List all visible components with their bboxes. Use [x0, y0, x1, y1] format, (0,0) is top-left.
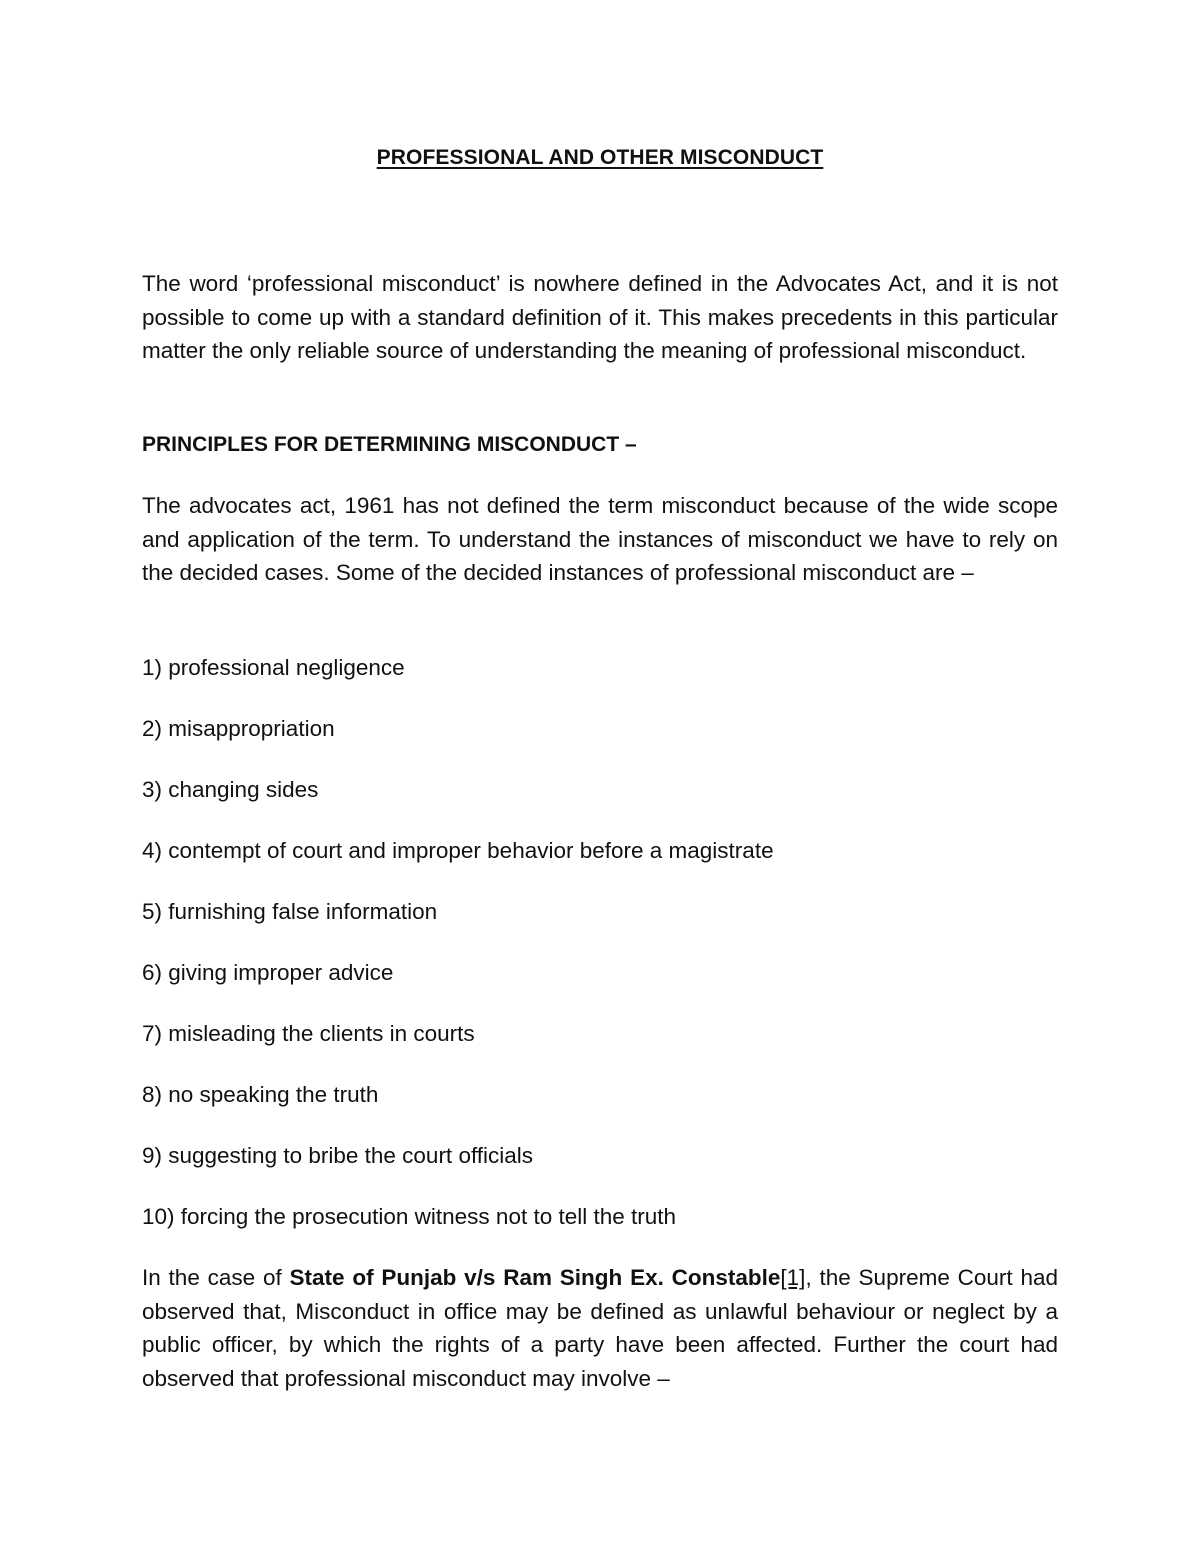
instance-item: 6) giving improper advice [142, 960, 394, 985]
instance-item: 2) misappropriation [142, 716, 335, 741]
principles-paragraph: The advocates act, 1961 has not defined the term misconduct because of the wide scope and application of the term. To understand the instances of misconduct we have to rely on the decided cases. Some of the decided instances of professional misconduct are – [142, 493, 1058, 585]
instance-item: 4) contempt of court and improper behavior before a magistrate [142, 838, 774, 863]
case-text: , the Supreme Court had observed that, Misconduct in office may be defined as unlawful behaviour or neglect by a public officer, by which the rights of a party have been affected. Further the court had observed that professional misconduct may involve – [142, 1265, 1058, 1391]
case-name: State of Punjab v/s Ram Singh Ex. Constable [289, 1265, 781, 1290]
instance-item: 1) professional negligence [142, 655, 405, 680]
instance-item: 10) forcing the prosecution witness not to tell the truth [142, 1204, 677, 1229]
instance-item: 5) furnishing false information [142, 899, 438, 924]
footnote-link[interactable]: [1] [780, 1265, 806, 1290]
instance-item: 9) suggesting to bribe the court officials [142, 1143, 534, 1168]
case-prefix: In the case of [142, 1265, 290, 1290]
case-paragraph [142, 1261, 1058, 1395]
principles-heading: PRINCIPLES FOR DETERMINING MISCONDUCT – [142, 433, 637, 456]
instance-item: 8) no speaking the truth [142, 1082, 379, 1107]
instance-item: 3) changing sides [142, 777, 319, 802]
intro-paragraph: The word ‘professional misconduct’ is nowhere defined in the Advocates Act, and it is not possible to come up with a standard definition of it. This makes precedents in this particular matter the only reliable source of understanding the meaning of professional misconduct. [142, 271, 1058, 363]
document-title: PROFESSIONAL AND OTHER MISCONDUCT [376, 146, 824, 169]
instance-item: 7) misleading the clients in courts [142, 1021, 475, 1046]
